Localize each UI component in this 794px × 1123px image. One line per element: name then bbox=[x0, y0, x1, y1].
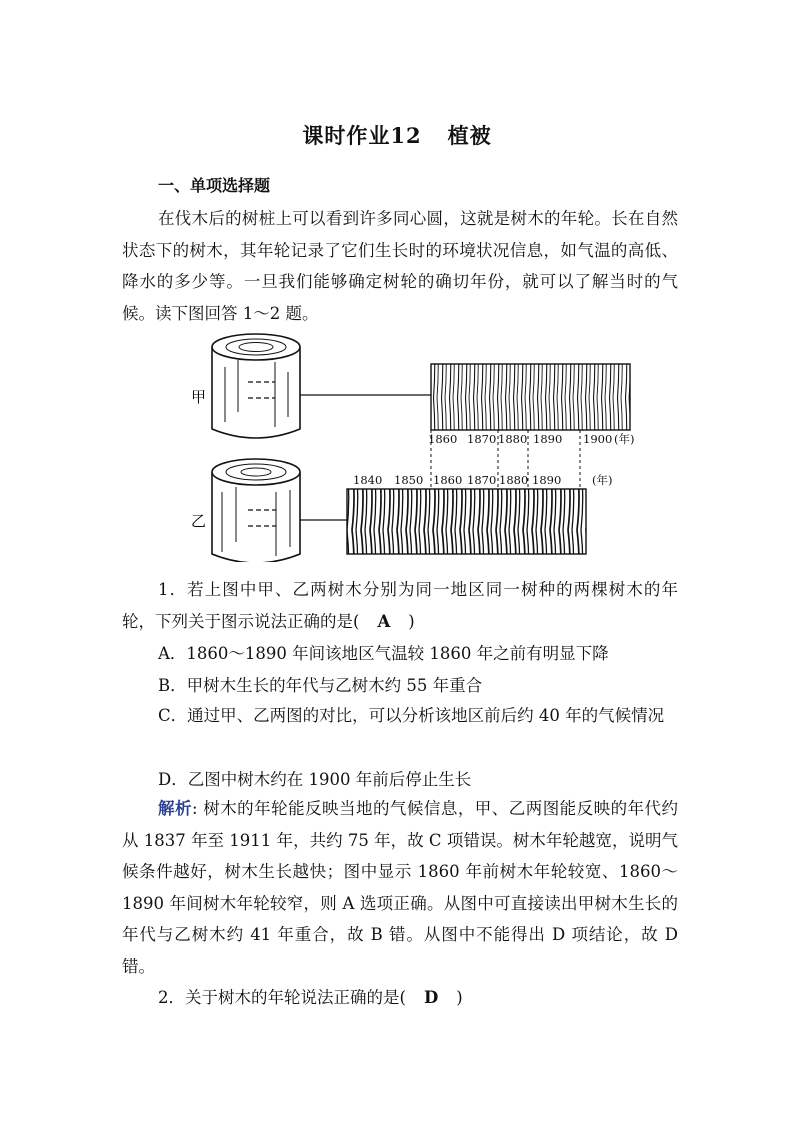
tick-a-1900: 1900 bbox=[583, 432, 613, 446]
tick-a-1860: 1860 bbox=[428, 432, 458, 446]
log-a bbox=[212, 334, 300, 438]
page-title bbox=[0, 120, 794, 150]
question-2-close: ) bbox=[456, 988, 463, 1007]
tick-a-1870: 1870 bbox=[467, 432, 497, 446]
intro-paragraph: 在伐木后的树桩上可以看到许多同心圆，这就是树木的年轮。长在自然状态下的树木，其年轮记录了它们生长时的环境状况信息，如气温的高低、降水的多少等。一旦我们能够确定树轮的确切年份，就可以了解当时的气候。读下图回答 1～2 题。 bbox=[122, 209, 678, 323]
explanation-label: 解析 bbox=[158, 799, 192, 818]
question-2-answer: D bbox=[423, 988, 439, 1007]
tick-b-1860: 1860 bbox=[433, 473, 463, 487]
log-b bbox=[212, 459, 300, 562]
tick-a-1880: 1880 bbox=[498, 432, 528, 446]
tick-b-1850: 1850 bbox=[394, 473, 424, 487]
question-1-close: ) bbox=[408, 611, 415, 631]
question-1 bbox=[122, 574, 678, 637]
option-a: A．1860～1890 年间该地区气温较 1860 年之前有明显下降 bbox=[158, 644, 609, 663]
ring-strip-a bbox=[431, 364, 630, 430]
option-b: B．甲树木生长的年代与乙树木约 55 年重合 bbox=[158, 676, 483, 695]
question-1-stem: 1．若上图中甲、乙两树木分别为同一地区同一树种的两棵树木的年轮，下列关于图示说法正确的是( bbox=[122, 580, 678, 631]
tick-b-1870: 1870 bbox=[467, 473, 497, 487]
option-d: D．乙图中树木约在 1900 年前后停止生长 bbox=[158, 770, 472, 789]
unit-b: (年) bbox=[592, 473, 613, 487]
label-b: 乙 bbox=[191, 512, 207, 530]
option-c: C．通过甲、乙两图的对比，可以分析该地区前后约 40 年的气候情况 bbox=[158, 706, 665, 725]
section-heading: 一、单项选择题 bbox=[158, 176, 271, 195]
label-a: 甲 bbox=[191, 388, 207, 406]
unit-a: (年) bbox=[614, 432, 635, 446]
tick-b-1890: 1890 bbox=[532, 473, 562, 487]
ring-strip-b bbox=[347, 489, 586, 554]
question-1-answer: A bbox=[377, 611, 391, 631]
title-main: 课时作业12 bbox=[302, 123, 422, 148]
explanation bbox=[122, 793, 678, 982]
explanation-text: : 树木的年轮能反映当地的气候信息，甲、乙两图能反映的年代约从 1837 年至 1911 年，共约 75 年，故 C 项错误。树木年轮越宽，说明气候条件越好，树木生长越快；图中显示 1860 年前树木年轮较宽、1860～1890 年间树木年轮较窄，则 A 选项正确。从图中可直接读出甲树木生长的年代与乙树木约 41 年重合，故 B 错。从图中不能得出 D 项结论，故 D 错。 bbox=[122, 799, 678, 976]
question-2-stem: 2．关于树木的年轮说法正确的是( bbox=[158, 988, 406, 1007]
tick-b-1840: 1840 bbox=[353, 473, 383, 487]
title-sub: 植被 bbox=[447, 123, 492, 148]
question-2 bbox=[158, 984, 463, 1008]
tick-b-1880: 1880 bbox=[499, 473, 529, 487]
tree-ring-figure bbox=[0, 332, 794, 562]
tick-a-1890: 1890 bbox=[533, 432, 563, 446]
